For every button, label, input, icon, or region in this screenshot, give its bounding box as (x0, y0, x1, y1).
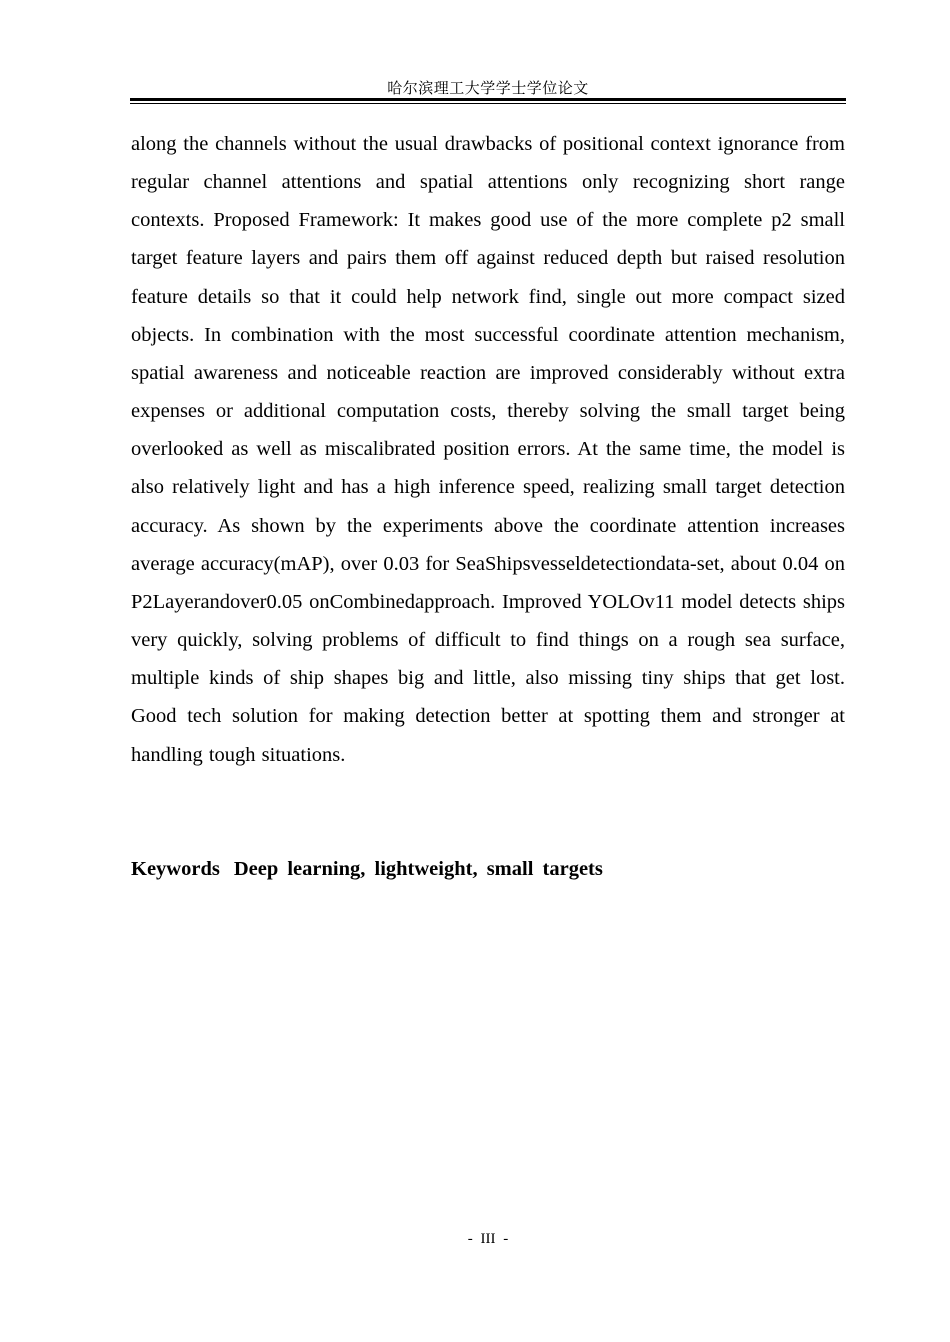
running-header: 哈尔滨理工大学学士学位论文 (387, 79, 589, 97)
keywords-label: Keywords (131, 858, 220, 880)
abstract-paragraph: along the channels without the usual drawbacks of positional context ignorance from regular channel attentions and spatial attentions only recognizing short range contexts. Proposed Framework: It makes good use of the more complete p2 small target feature layers and pairs them off against reduced depth but raised resolution feature details so that it could help network find, single out more compact sized objects. In combination with the most successful coordinate attention mechanism, spatial awareness and noticeable reaction are improved considerably without extra expenses or additional computation costs, thereby solving the small target being overlooked as well as miscalibrated position errors. At the same time, the model is also relatively light and has a high inference speed, realizing small target detection accuracy. As shown by the experiments above the coordinate attention increases average accuracy(mAP), over 0.03 for SeaShipsvesseldetectiondata-set, about 0.04 on P2Layerandover0.05 onCombinedapproach. Improved YOLOv11 model detects ships very quickly, solving problems of difficult to find things on a rough sea surface, multiple kinds of ship shapes big and little, also missing tiny ships that get lost. Good tech solution for making detection better at spotting them and stronger at handling tough situations. (131, 133, 845, 766)
header-rule-thin (130, 103, 846, 104)
keywords-value: Deep learning, lightweight, small targets (233, 858, 603, 880)
keywords-line (131, 850, 845, 888)
header-rule-thick (130, 98, 846, 101)
page-number: - III - (467, 1231, 509, 1247)
